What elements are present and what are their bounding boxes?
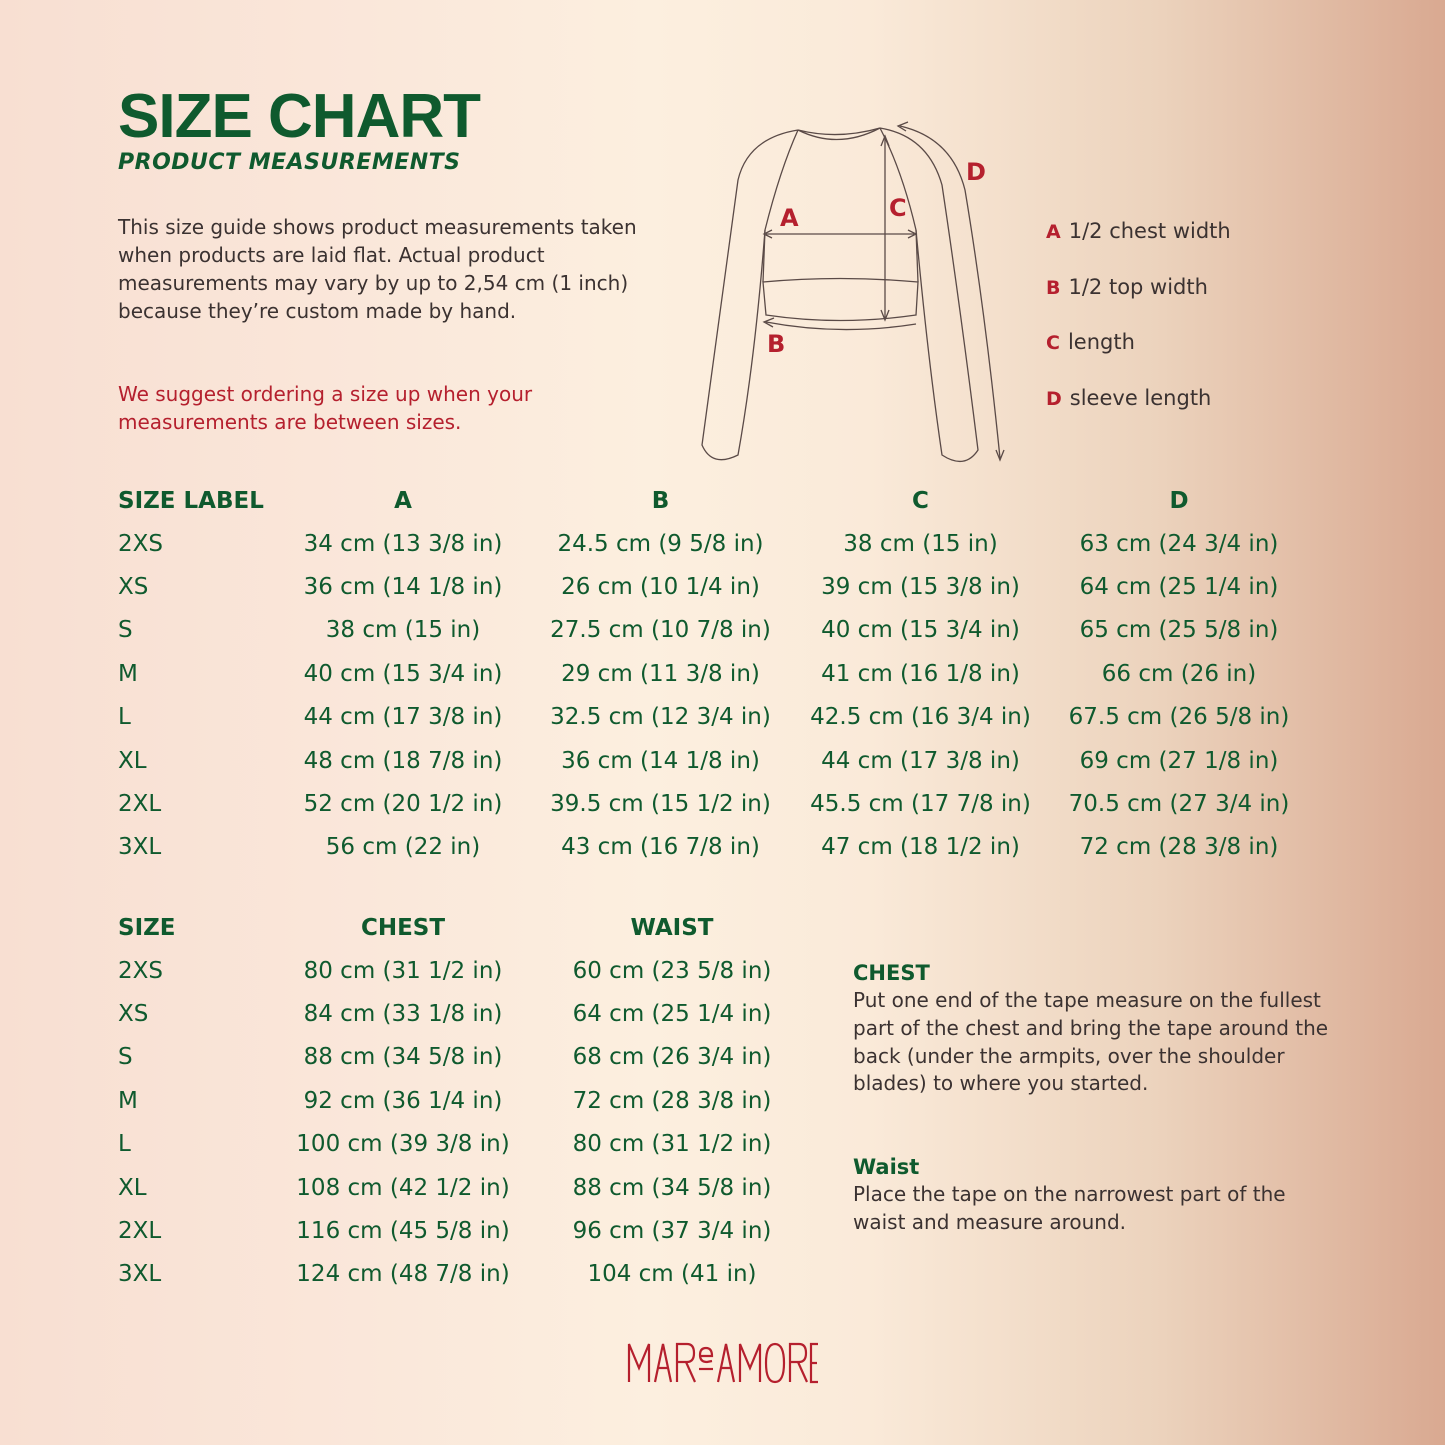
table-row	[118, 739, 1320, 782]
measurement-cell: 40 cm (15 3/4 in)	[821, 617, 1020, 644]
measurement-cell: 56 cm (22 in)	[325, 834, 481, 861]
measurement-cell: 42.5 cm (16 3/4 in)	[810, 704, 1031, 731]
measurement-cell: 45.5 cm (17 7/8 in)	[810, 791, 1031, 818]
measurement-cell: 68 cm (26 3/4 in)	[572, 1044, 772, 1071]
size-cell: 2XL	[118, 1218, 162, 1245]
column-header: WAIST	[630, 914, 714, 941]
legend-item	[1046, 214, 1231, 270]
measurement-cell: 39.5 cm (15 1/2 in)	[550, 791, 771, 818]
measurement-cell: 72 cm (28 3/8 in)	[1079, 834, 1279, 861]
waist-instructions-title: Waist	[853, 1155, 920, 1179]
intro-text: This size guide shows product measurements taken when products are laid flat. Actual product measurements may vary by up to 2,54 cm (1 inch) because they’re custom made by hand.	[118, 215, 637, 323]
size-cell: 2XL	[118, 791, 162, 818]
size-cell: 2XS	[118, 530, 163, 557]
measurement-cell: 38 cm (15 in)	[843, 530, 998, 557]
measurement-cell: 43 cm (16 7/8 in)	[561, 834, 760, 861]
measurement-cell: 40 cm (15 3/4 in)	[303, 660, 503, 687]
measurement-cell: 44 cm (17 3/8 in)	[821, 747, 1020, 774]
diagram-label-d: D	[966, 158, 986, 186]
measurement-cell: 80 cm (31 1/2 in)	[303, 957, 503, 984]
legend-text: length	[1067, 330, 1135, 354]
legend-text: sleeve length	[1069, 385, 1212, 410]
measurement-cell: 108 cm (42 1/2 in)	[296, 1174, 510, 1201]
measurement-cell: 34 cm (13 3/8 in)	[303, 530, 503, 557]
measurement-cell: 52 cm (20 1/2 in)	[303, 791, 503, 818]
measurement-cell: 64 cm (25 1/4 in)	[1079, 574, 1279, 601]
size-cell: 2XS	[118, 957, 163, 984]
diagram-label-b: B	[767, 330, 786, 358]
table-row	[118, 1209, 826, 1252]
size-cell: XS	[118, 574, 149, 601]
measurement-cell: 88 cm (34 5/8 in)	[572, 1174, 772, 1201]
measurement-cell: 63 cm (24 3/4 in)	[1079, 530, 1279, 557]
measurement-cell: 44 cm (17 3/8 in)	[303, 704, 503, 731]
legend-text: 1/2 chest width	[1068, 219, 1231, 243]
size-cell: 3XL	[118, 834, 162, 861]
measurement-cell: 26 cm (10 1/4 in)	[561, 574, 760, 601]
measurement-cell: 88 cm (34 5/8 in)	[303, 1044, 503, 1071]
table-row	[118, 565, 1320, 608]
measurement-cell: 100 cm (39 3/8 in)	[296, 1131, 510, 1158]
chest-instructions	[853, 959, 1343, 1098]
measurement-cell: 67.5 cm (26 5/8 in)	[1068, 704, 1290, 731]
measurement-cell: 29 cm (11 3/8 in)	[561, 660, 760, 687]
size-cell: S	[118, 617, 133, 644]
table-row	[118, 609, 1320, 652]
page-title: SIZE CHART	[118, 82, 480, 151]
table-row	[118, 1123, 826, 1166]
brand-logo	[626, 1338, 820, 1386]
legend-item	[1046, 270, 1231, 326]
measurement-cell: 104 cm (41 in)	[587, 1261, 757, 1288]
measurement-cell: 70.5 cm (27 3/4 in)	[1068, 791, 1290, 818]
measurement-cell: 60 cm (23 5/8 in)	[572, 957, 772, 984]
measurement-cell: 36 cm (14 1/8 in)	[561, 747, 760, 774]
size-up-suggestion: We suggest ordering a size up when your measurements are between sizes.	[118, 382, 533, 434]
measurement-cell: 39 cm (15 3/8 in)	[821, 574, 1020, 601]
measurement-cell: 41 cm (16 1/8 in)	[821, 660, 1020, 687]
measurement-cell: 32.5 cm (12 3/4 in)	[550, 704, 771, 731]
measurement-cell: 84 cm (33 1/8 in)	[303, 1001, 503, 1028]
measurement-cell: 47 cm (18 1/2 in)	[821, 834, 1020, 861]
measurement-cell: 66 cm (26 in)	[1101, 660, 1257, 687]
column-header: SIZE LABEL	[118, 487, 264, 514]
waist-instructions-text: Place the tape on the narrowest part of the waist and measure around.	[853, 1182, 1286, 1234]
table-row	[118, 1253, 826, 1296]
measurement-cell: 92 cm (36 1/4 in)	[303, 1087, 503, 1114]
measurement-legend	[1046, 214, 1231, 436]
column-header: SIZE	[118, 914, 176, 941]
table-row	[118, 1166, 826, 1209]
legend-key: D	[1046, 387, 1062, 410]
measurement-cell: 24.5 cm (9 5/8 in)	[557, 530, 764, 557]
size-cell: M	[118, 660, 138, 687]
measurement-cell: 27.5 cm (10 7/8 in)	[550, 617, 771, 644]
size-cell: 3XL	[118, 1261, 162, 1288]
column-header: A	[394, 487, 412, 514]
size-cell: L	[118, 704, 131, 731]
measurement-cell: 48 cm (18 7/8 in)	[303, 747, 503, 774]
measurement-cell: 72 cm (28 3/8 in)	[572, 1087, 772, 1114]
measurement-cell: 69 cm (27 1/8 in)	[1079, 747, 1279, 774]
body-measurements-table	[118, 906, 826, 1296]
table-row	[118, 826, 1320, 869]
table-row	[118, 696, 1320, 739]
measurement-cell: 64 cm (25 1/4 in)	[572, 1001, 772, 1028]
measurement-cell: 116 cm (45 5/8 in)	[296, 1218, 510, 1245]
legend-item	[1046, 381, 1231, 437]
column-header: C	[912, 487, 929, 514]
table-header-row	[118, 906, 826, 949]
diagram-label-c: C	[889, 194, 907, 222]
legend-item	[1046, 325, 1231, 381]
measurement-cell: 124 cm (48 7/8 in)	[296, 1261, 510, 1288]
table-row	[118, 949, 826, 992]
column-header: B	[651, 487, 670, 514]
size-cell: M	[118, 1087, 138, 1114]
table-row	[118, 522, 1320, 565]
product-measurements-table	[118, 479, 1320, 869]
measurement-cell: 38 cm (15 in)	[325, 617, 481, 644]
table-row	[118, 1036, 826, 1079]
measurement-cell: 36 cm (14 1/8 in)	[303, 574, 503, 601]
diagram-label-a: A	[780, 204, 799, 232]
table-row	[118, 652, 1320, 695]
size-cell: XS	[118, 1001, 149, 1028]
chest-instructions-text: Put one end of the tape measure on the fullest part of the chest and bring the tape around the back (under the armpits, over the shoulder blades) to where you started.	[853, 988, 1329, 1096]
size-cell: L	[118, 1131, 131, 1158]
size-cell: XL	[118, 1174, 147, 1201]
legend-key: B	[1046, 276, 1061, 299]
size-cell: XL	[118, 747, 147, 774]
garment-diagram	[680, 110, 1020, 470]
table-header-row	[118, 479, 1320, 522]
page-subtitle: PRODUCT MEASUREMENTS	[118, 150, 461, 175]
measurement-cell: 96 cm (37 3/4 in)	[572, 1218, 772, 1245]
chest-instructions-title: CHEST	[853, 961, 930, 985]
legend-text: 1/2 top width	[1068, 274, 1208, 299]
table-row	[118, 1079, 826, 1122]
measurement-cell: 80 cm (31 1/2 in)	[572, 1131, 772, 1158]
column-header: D	[1169, 487, 1189, 514]
column-header: CHEST	[360, 914, 446, 941]
table-row	[118, 992, 826, 1035]
legend-key: C	[1046, 332, 1060, 354]
table-row	[118, 782, 1320, 825]
measurement-cell: 65 cm (25 5/8 in)	[1079, 617, 1279, 644]
legend-key: A	[1046, 221, 1061, 243]
size-cell: S	[118, 1044, 133, 1071]
waist-instructions	[853, 1153, 1343, 1237]
